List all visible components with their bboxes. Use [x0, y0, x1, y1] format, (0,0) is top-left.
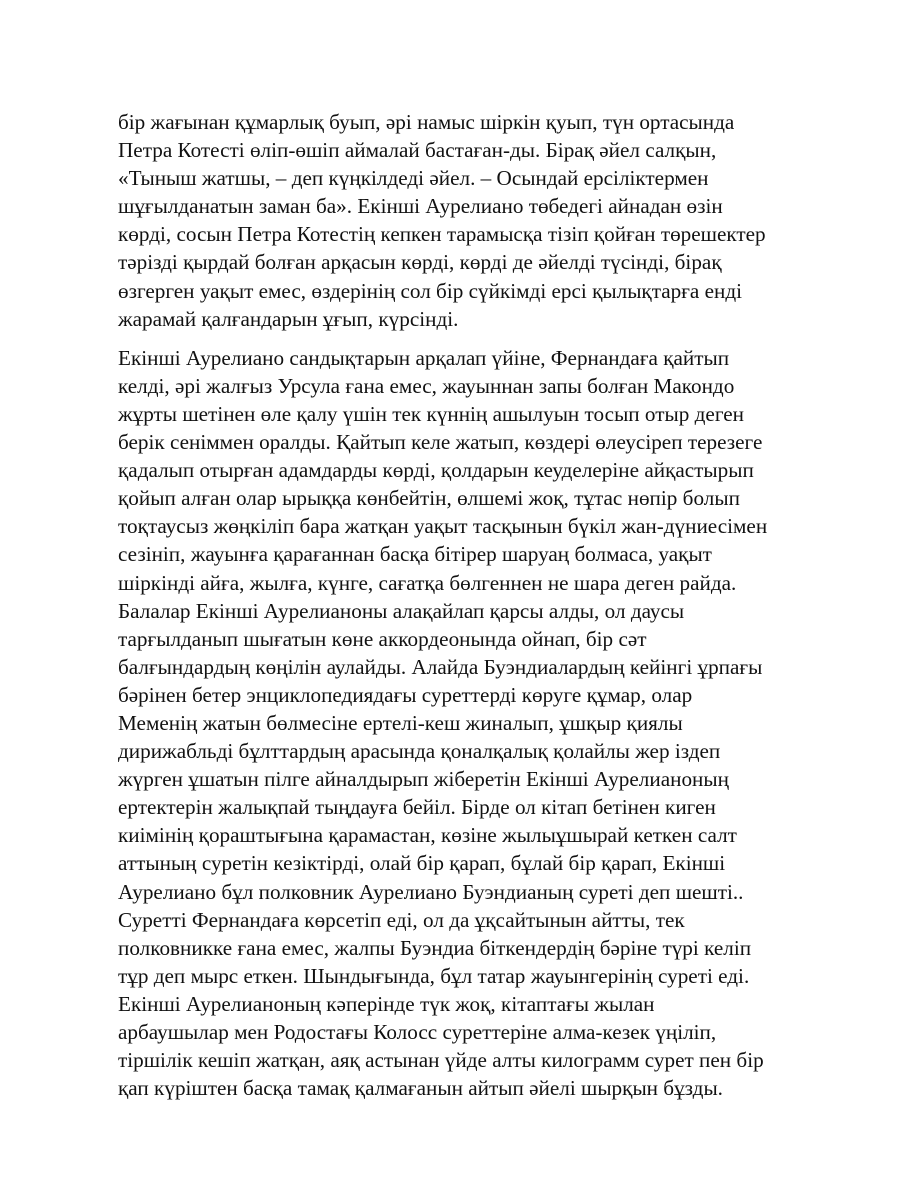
text-line: тіршілік кешіп жатқан, аяқ астынан үйде алты килограмм сурет пен бір	[118, 1048, 764, 1073]
text-line: Екінші Аурелианоның кәперінде түк жоқ, кітаптағы жылан	[118, 991, 655, 1016]
text-line: бір жағынан құмарлық буып, әрі намыс шіркін қуып, түн ортасында	[118, 110, 735, 134]
text-line: берік сеніммен оралды. Қайтып келе жатып, көздері өлеусіреп терезеге	[118, 430, 763, 455]
text-line: балғындардың көңілін аулайды. Алайда Буэндиалардың кейінгі ұрпағы	[118, 654, 763, 679]
text-line: Екінші Аурелиано сандықтарын арқалап үйіне, Фернандаға қайтып	[118, 345, 730, 370]
text-line: Суретті Фернандаға көрсетіп еді, ол да ұқсайтынын айтты, тек	[118, 907, 685, 932]
text-line: дирижабльді бұлттардың арасында қоналқалық қолайлы жер іздеп	[118, 739, 721, 764]
text-line: сезініп, жауынға қарағаннан басқа бітірер шаруаң болмаса, уақыт	[118, 542, 712, 567]
text-line: өзгерген уақыт емес, өздерінің сол бір сүйкімді ерсі қылықтарға енді	[118, 278, 743, 303]
text-line: тұр деп мырс еткен. Шындығында, бұл татар жауынгерінің суреті еді.	[118, 963, 750, 988]
text-line: тарғылданып шығатын көне аккордеонында ойнап, бір сәт	[118, 626, 647, 651]
paragraph-1	[118, 108, 808, 333]
text-line: тоқтаусыз жөңкіліп бара жатқан уақыт тасқынын бүкіл жан-дүниесімен	[118, 514, 768, 539]
text-line: Меменің жатын бөлмесіне ертелі-кеш жиналып, ұшқыр қиялы	[118, 710, 683, 735]
paragraph-2	[118, 344, 808, 1103]
text-line: шіркінді айға, жылға, күнге, сағатқа бөлгеннен не шара деген райда.	[118, 570, 737, 595]
text-line: жарамай қалғандарын ұғып, күрсінді.	[118, 306, 459, 331]
text-line: аттының суретін кезіктірді, олай бір қарап, бұлай бір қарап, Екінші	[118, 851, 726, 876]
text-line: бәрінен бетер энциклопедиядағы суреттерді көруге құмар, олар	[118, 682, 693, 707]
text-line: жұрты шетінен өле қалу үшін тек күннің ашылуын тосып отыр деген	[118, 401, 744, 426]
document-page	[118, 108, 808, 1102]
text-line: қадалып отырған адамдарды көрді, қолдарын кеуделеріне айқастырып	[118, 458, 754, 483]
text-line: Балалар Екінші Аурелианоны алақайлап қарсы алды, ол даусы	[118, 598, 685, 623]
text-line: қойып алған олар ырыққа көнбейтін, өлшемі жоқ, тұтас нөпір болып	[118, 486, 740, 511]
text-line: арбаушылар мен Родостағы Колосс суреттеріне алма-кезек үңіліп,	[118, 1020, 717, 1044]
text-line: ертектерін жалықпай тыңдауға бейіл. Бірде ол кітап бетінен киген	[118, 795, 716, 820]
text-line: қап күріштен басқа тамақ қалмағанын айтып әйелі шырқын бұзды.	[118, 1076, 723, 1101]
text-line: тәрізді қырдай болған арқасын көрді, көрді де әйелді түсінді, бірақ	[118, 250, 722, 275]
text-line: көрді, сосын Петра Котестің кепкен тарамысқа тізіп қойған төрешектер	[118, 222, 766, 247]
text-line: Аурелиано бұл полковник Аурелиано Буэндианың суреті деп шешті..	[118, 879, 744, 904]
text-line: келді, әрі жалғыз Урсула ғана емес, жауыннан запы болған Макондо	[118, 373, 735, 398]
text-line: шұғылданатын заман ба». Екінші Аурелиано төбедегі айнадан өзін	[118, 194, 723, 219]
text-line: Петра Котесті өліп-өшіп аймалай бастаған-ды. Бірақ әйел салқын,	[118, 138, 717, 163]
text-line: «Тыныш жатшы, – деп күңкілдеді әйел. – Осындай ерсіліктермен	[118, 166, 709, 191]
text-line: жүрген ұшатын пілге айналдырып жіберетін Екінші Аурелианоның	[118, 767, 729, 792]
text-line: киімінің қораштығына қарамастан, көзіне жылыұшырай кеткен салт	[118, 823, 737, 848]
text-line: полковникке ғана емес, жалпы Буэндиа біткендердің бәріне түрі келіп	[118, 935, 752, 960]
